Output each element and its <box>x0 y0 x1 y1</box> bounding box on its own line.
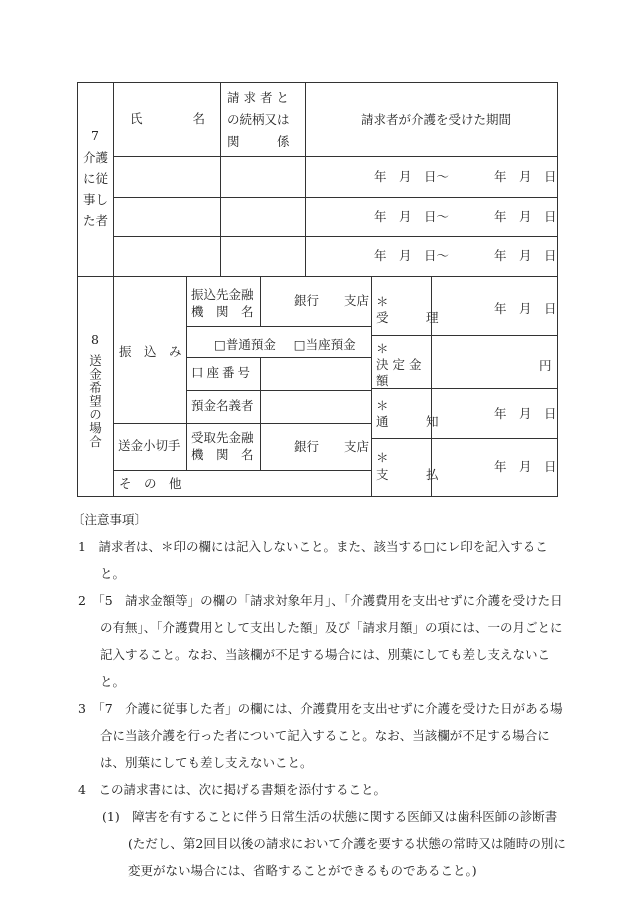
s8-col-line <box>260 423 261 470</box>
table-border-bottom <box>77 496 558 497</box>
tsuchi-date: 年 月 日 <box>494 406 557 421</box>
s7-row2-from: 年 月 日〜 <box>374 209 450 224</box>
s7-row3-to: 年 月 日 <box>494 248 557 263</box>
s8-row-line <box>113 423 372 424</box>
s7-header-name: 氏 名 <box>130 111 206 126</box>
juri-label: 受 理 <box>376 310 439 325</box>
s8-col-line <box>371 276 372 497</box>
note-3: 3 「7 介護に従事した者」の欄には、介護費用を支出せずに介護を受けた日がある場合に当該介護を行った者について記入すること。なお、当該欄が不足する場合には、別葉にしても差し支えないこと。 <box>78 701 563 770</box>
deposit-regular-label: 普通預金 <box>225 337 276 352</box>
s7-row-line <box>113 236 557 237</box>
juri-date: 年 月 日 <box>494 301 557 316</box>
kogitte-label: 送金小切手 <box>118 438 181 453</box>
s7-header-relation-1: 請 求 者 と <box>227 90 289 105</box>
account-number-label: 口座番号 <box>191 365 254 380</box>
kettei-yen: 円 <box>539 358 552 373</box>
furikomi-label: 振 込 み <box>119 344 182 359</box>
s7-number: 7 <box>91 128 99 143</box>
other-label: そ の 他 <box>119 476 182 491</box>
notes-heading: 〔注意事項〕 <box>72 512 148 527</box>
section-divider <box>77 276 558 277</box>
s7-row3-from: 年 月 日〜 <box>374 248 450 263</box>
s7-title-line4: た者 <box>83 213 109 228</box>
bank-value: 銀行 支店 <box>294 293 370 308</box>
s8-col-line <box>113 276 114 497</box>
s8-row-line <box>186 357 372 358</box>
note-4-1: (1) 障害を有することに伴う日常生活の状態に関する医師又は歯科医師の診断書(ただし、第2回目以後の請求において介護を要する状態の常時又は随時の別に変更がない場合には、省略することができるものであること。) <box>102 809 566 878</box>
recv-bank-label-2: 機 関 名 <box>191 447 254 462</box>
kettei-star: ＊ <box>376 341 389 356</box>
s8-col-line <box>186 276 187 470</box>
notes-section <box>72 506 568 884</box>
s7-row1-to: 年 月 日 <box>494 169 557 184</box>
checkbox-regular-icon[interactable]: □ <box>214 337 226 352</box>
checkbox-current-icon[interactable]: □ <box>293 337 306 352</box>
s7-header-relation-2: の続柄又は <box>227 112 290 127</box>
note-1: 1 請求者は、＊印の欄には記入しないこと。また、該当する□にレ印を記入すること。 <box>78 539 548 581</box>
s8-row-line <box>186 326 372 327</box>
s7-row-line <box>113 197 557 198</box>
deposit-type-row <box>214 335 356 353</box>
tsuchi-label: 通 知 <box>376 414 439 429</box>
s8-row-line <box>113 470 372 471</box>
s8-row-line <box>371 438 558 439</box>
shiharai-date: 年 月 日 <box>494 459 557 474</box>
s7-row2-to: 年 月 日 <box>494 209 557 224</box>
s7-col-line <box>220 82 221 277</box>
recv-bank-label-1: 受取先金融 <box>191 430 254 445</box>
account-holder-label: 預金名義者 <box>191 398 254 413</box>
s7-col-line <box>305 82 306 277</box>
kettei-label-2: 額 <box>376 373 389 388</box>
s7-title-line3: 事し <box>83 192 109 207</box>
s7-title-line1: 介護 <box>83 150 109 165</box>
shiharai-label: 支 払 <box>376 467 439 482</box>
table-border-top <box>77 82 557 83</box>
s7-row1-from: 年 月 日〜 <box>374 169 450 184</box>
table-border-right <box>557 82 558 497</box>
tsuchi-star: ＊ <box>376 398 389 413</box>
s8-number: 8 <box>91 332 99 347</box>
s8-row-line <box>371 388 558 389</box>
s8-title: 送金希望の場合 <box>87 354 103 449</box>
s7-header-relation-3: 関 係 <box>227 134 290 149</box>
table-border-left <box>77 82 78 497</box>
s8-row-line <box>371 335 558 336</box>
note-2: 2 「5 請求金額等」の欄の「請求対象年月」、「介護費用を支出せずに介護を受けた日の有無」、「介護費用として支出した額」及び「請求月額」の項には、一の月ごとに記入すること。なお、当該欄が不足する場合には、別葉にしても差し支えないこと。 <box>78 593 563 689</box>
bank-label-1: 振込先金融 <box>191 287 254 302</box>
s8-row-line <box>186 390 372 391</box>
s7-col-line <box>113 82 114 277</box>
s8-col-line <box>260 276 261 326</box>
bank-label-2: 機 関 名 <box>191 304 254 319</box>
deposit-current-label: 当座預金 <box>305 337 356 352</box>
recv-bank-value: 銀行 支店 <box>294 439 370 454</box>
kettei-label-1: 決 定 金 <box>376 357 422 372</box>
s7-row-line <box>113 156 557 157</box>
note-4: 4 この請求書には、次に掲げる書類を添付すること。 <box>78 782 386 797</box>
shiharai-star: ＊ <box>376 450 389 465</box>
juri-star: ＊ <box>376 294 389 309</box>
s7-title-line2: に従 <box>83 171 109 186</box>
s7-header-period: 請求者が介護を受けた期間 <box>361 112 512 127</box>
